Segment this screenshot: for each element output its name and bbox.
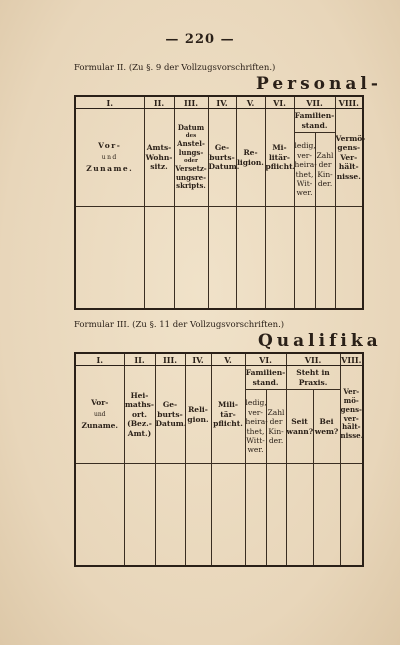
form3-num-4: IV.: [185, 353, 211, 366]
form2-title: Personal-: [256, 74, 382, 94]
form3-header-name: Vor- und Zuname.: [75, 366, 124, 464]
form2-header-marital: ledig, ver- heira- thet, Wit- wer.: [294, 133, 315, 207]
form3-num-6: VI.: [245, 353, 286, 366]
form3-header-assets: Ver- mö- gens- ver- hält- nisse.: [340, 366, 363, 464]
form3-cell: [340, 464, 363, 567]
form2-num-4: IV.: [208, 96, 236, 109]
form2-cell: [174, 207, 208, 310]
form3-num-2: II.: [124, 353, 155, 366]
form2-num-6: VI.: [265, 96, 294, 109]
form2-num-7: VII.: [294, 96, 335, 109]
form3-header-military: Mili- tär- pflicht.: [211, 366, 245, 464]
form3-cell: [211, 464, 245, 567]
form2-header-children: Zahl der Kin- der.: [315, 133, 335, 207]
page-number: — 220 —: [165, 32, 235, 47]
form3-caption: Formular III. (Zu §. 11 der Vollzugsvorschriften.): [74, 320, 285, 330]
form3-num-5: V.: [211, 353, 245, 366]
form2-header-assets: Vermö- gens- Ver- hält- nisse.: [335, 109, 363, 207]
form3-num-7: VII.: [286, 353, 340, 366]
form3-header-children: Zahl der Kin- der.: [266, 390, 286, 464]
form2-header-residence: Amts- Wohn- sitz.: [144, 109, 174, 207]
form2-cell: [208, 207, 236, 310]
form2-cell: [75, 207, 144, 310]
form3-cell: [286, 464, 313, 567]
form3-title: Qualifika: [258, 331, 382, 351]
form3-cell: [75, 464, 124, 567]
form2-cell: [335, 207, 363, 310]
form3-cell: [124, 464, 155, 567]
form2-header-birth-date: Ge- burts- Datum.: [208, 109, 236, 207]
form3-cell: [266, 464, 286, 567]
form2-cell: [294, 207, 315, 310]
form3-num-1: I.: [75, 353, 124, 366]
form2-num-1: I.: [75, 96, 144, 109]
form2-num-5: V.: [236, 96, 265, 109]
form3-header-marital: ledig, ver- heira- thet, Witt- wer.: [245, 390, 266, 464]
form2-cell: [236, 207, 265, 310]
form3-header-since-when: Seit wann?: [286, 390, 313, 464]
form3-header-family-status: Familien- stand.: [245, 366, 286, 390]
form2-cell: [265, 207, 294, 310]
form3-cell: [185, 464, 211, 567]
form3-number-row: [75, 353, 363, 366]
form2-number-row: [75, 96, 363, 109]
form3-num-8: VIII.: [341, 354, 362, 365]
form2-num-2: II.: [144, 96, 174, 109]
form2-num-3: III.: [174, 96, 208, 109]
form2-header-appointment-date: Datum des Anstel- lungs- oder Versetz- ungsre- skripts.: [174, 109, 208, 207]
form3-header-with-whom: Bei wem?: [313, 390, 340, 464]
form2-blank-row: [75, 207, 363, 310]
form2-num-8: VIII.: [335, 96, 363, 109]
form3-blank-row: [75, 464, 363, 567]
form3-header-hometown: Hei- maths- ort. (Bez.- Amt.): [124, 366, 155, 464]
form3-table: [74, 352, 364, 567]
form2-header-military: Mi- litär- pflicht.: [265, 109, 294, 207]
form2-header-name: Vor- und Zuname.: [75, 109, 144, 207]
form3-header-religion: Reli- gion.: [185, 366, 211, 464]
form2-cell: [144, 207, 174, 310]
form3-cell: [245, 464, 266, 567]
form2-cell: [315, 207, 335, 310]
form2-header-family-status: Familien- stand.: [294, 109, 335, 133]
form3-header-practice: Steht in Praxis.: [286, 366, 340, 390]
form3-cell: [313, 464, 340, 567]
form3-header-birth-date: Ge- burts- Datum.: [155, 366, 185, 464]
form2-header-religion: Re- ligion.: [236, 109, 265, 207]
form3-cell: [155, 464, 185, 567]
form2-caption: Formular II. (Zu §. 9 der Vollzugsvorschriften.): [74, 63, 276, 73]
form2-table: [74, 95, 364, 310]
form3-num-3: III.: [155, 353, 185, 366]
